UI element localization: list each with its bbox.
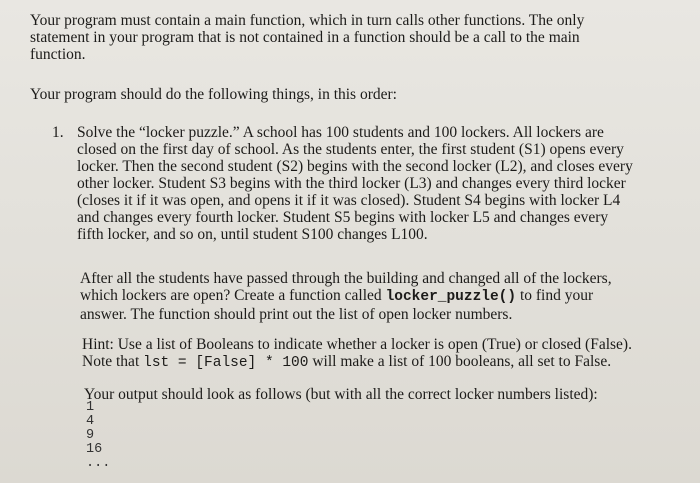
item-line-3: locker. Then the second student (S2) begins with the second locker (L2), and closes every — [77, 158, 633, 175]
after-line-3: answer. The function should print out the list of open locker numbers. — [80, 306, 513, 323]
item-line-1: Solve the “locker puzzle.” A school has 100 students and 100 lockers. All lockers are — [77, 124, 604, 141]
intro-line-1: Your program must contain a main function, which in turn calls other functions. The only — [30, 12, 585, 29]
after-line-2-end: to find your — [516, 287, 594, 304]
item-line-6: and changes every fourth locker. Student S5 begins with locker L5 and changes every — [77, 209, 609, 226]
after-line-2 — [80, 287, 612, 306]
hint-line-1: Hint: Use a list of Booleans to indicate whether a locker is open (True) or closed (False). — [82, 336, 632, 353]
output-value-4: 16 — [86, 442, 103, 457]
output-value-2: 4 — [86, 414, 95, 429]
item-number: 1. — [52, 124, 64, 141]
item-line-7: fifth locker, and so on, until student S100 changes L100. — [77, 226, 428, 243]
output-intro: Your output should look as follows (but with all the correct locker numbers listed): — [84, 386, 598, 403]
output-value-1: 1 — [86, 400, 95, 415]
hint-line-2 — [82, 353, 632, 372]
hint-code: lst = [False] * 100 — [143, 355, 309, 371]
function-name-code: locker_puzzle() — [385, 289, 517, 305]
order-heading: Your program should do the following things, in this order: — [30, 86, 397, 103]
intro-paragraph — [30, 12, 584, 63]
hint-paragraph — [82, 336, 632, 372]
locker-puzzle-item — [77, 124, 633, 243]
after-line-2-start: which lockers are open? Create a function called — [80, 287, 386, 304]
hint-line-2-end: will make a list of 100 booleans, all set to False. — [308, 353, 612, 370]
item-line-5: (closes it if it was open, and opens it if it was closed). Student S4 begins with locker L4 — [77, 192, 621, 209]
intro-line-3: function. — [30, 46, 86, 63]
after-paragraph — [80, 270, 612, 323]
intro-line-2: statement in your program that is not contained in a function should be a call to the main — [30, 29, 580, 46]
hint-line-2-start: Note that — [82, 353, 144, 370]
item-line-2: closed on the first day of school. As the students enter, the first student (S1) opens every — [77, 141, 624, 158]
item-line-4: other locker. Student S3 begins with the third locker (L3) and changes every third locker — [77, 175, 626, 192]
output-value-3: 9 — [86, 428, 95, 443]
after-line-1: After all the students have passed through the building and changed all of the lockers, — [80, 270, 612, 287]
output-value-5: ... — [86, 456, 111, 471]
